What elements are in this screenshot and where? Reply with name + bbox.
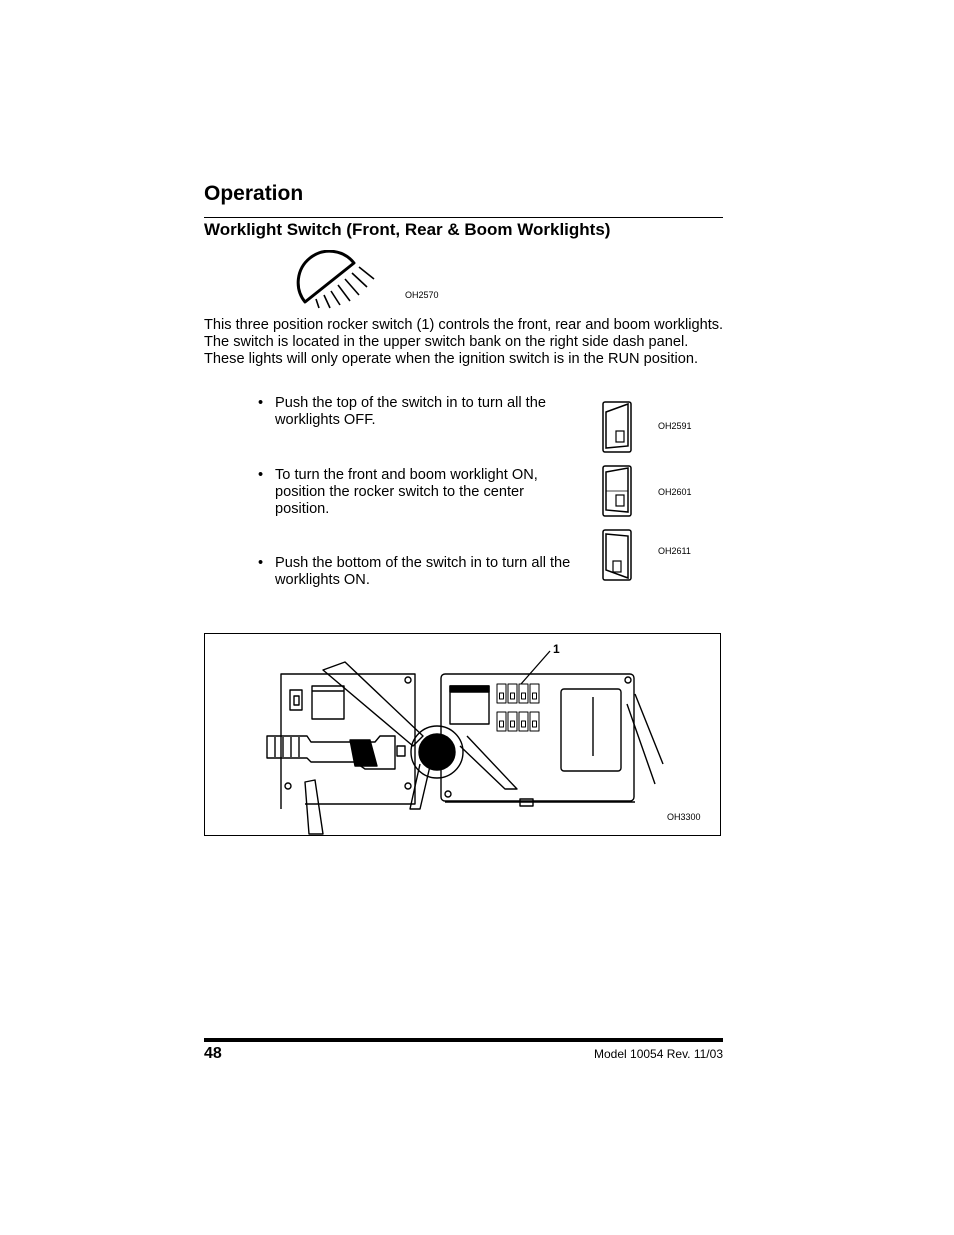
worklight-symbol-icon bbox=[294, 250, 384, 310]
figure-code: OH2611 bbox=[658, 546, 691, 556]
bullet-line: To turn the front and boom worklight ON, bbox=[275, 467, 538, 483]
bullet-line: Push the top of the switch in to turn all the bbox=[275, 395, 546, 411]
header-divider bbox=[204, 217, 723, 218]
bullet-line: worklights ON. bbox=[275, 572, 370, 589]
intro-paragraph: This three position rocker switch (1) controls the front, rear and boom worklights. The switch is located in the upper switch bank on the right side dash panel. These lights will only operate when the ignition switch is in the RUN position. bbox=[204, 317, 724, 368]
rocker-switch-top-icon bbox=[601, 400, 633, 454]
page-number: 48 bbox=[204, 1045, 222, 1062]
figure-code: OH2601 bbox=[658, 487, 692, 497]
dash-panel-illustration bbox=[205, 634, 720, 835]
bullet-marker: • bbox=[258, 555, 264, 571]
model-revision: Model 10054 Rev. 11/03 bbox=[594, 1047, 723, 1061]
bullet-line: Push the bottom of the switch in to turn all the bbox=[275, 555, 571, 571]
rocker-switch-center-icon bbox=[601, 464, 633, 518]
bullet-line: position. bbox=[275, 501, 330, 518]
footer-divider bbox=[204, 1038, 723, 1042]
bullet-line: worklights OFF. bbox=[275, 412, 376, 429]
bullet-item bbox=[258, 467, 588, 523]
figure-code: OH2570 bbox=[405, 290, 439, 300]
figure-code: OH2591 bbox=[658, 421, 692, 431]
rocker-switch-bottom-icon bbox=[601, 528, 633, 582]
bullet-line: position the rocker switch to the center bbox=[275, 484, 525, 501]
callout-number: 1 bbox=[553, 642, 560, 656]
bullet-marker: • bbox=[258, 395, 264, 411]
figure-code: OH3300 bbox=[667, 812, 701, 822]
bullet-item bbox=[258, 395, 588, 435]
bullet-marker: • bbox=[258, 467, 264, 483]
dash-panel-diagram bbox=[204, 633, 721, 836]
subsection-title: Worklight Switch (Front, Rear & Boom Worklights) bbox=[204, 220, 611, 239]
section-title: Operation bbox=[204, 182, 304, 205]
bullet-item bbox=[258, 555, 598, 595]
